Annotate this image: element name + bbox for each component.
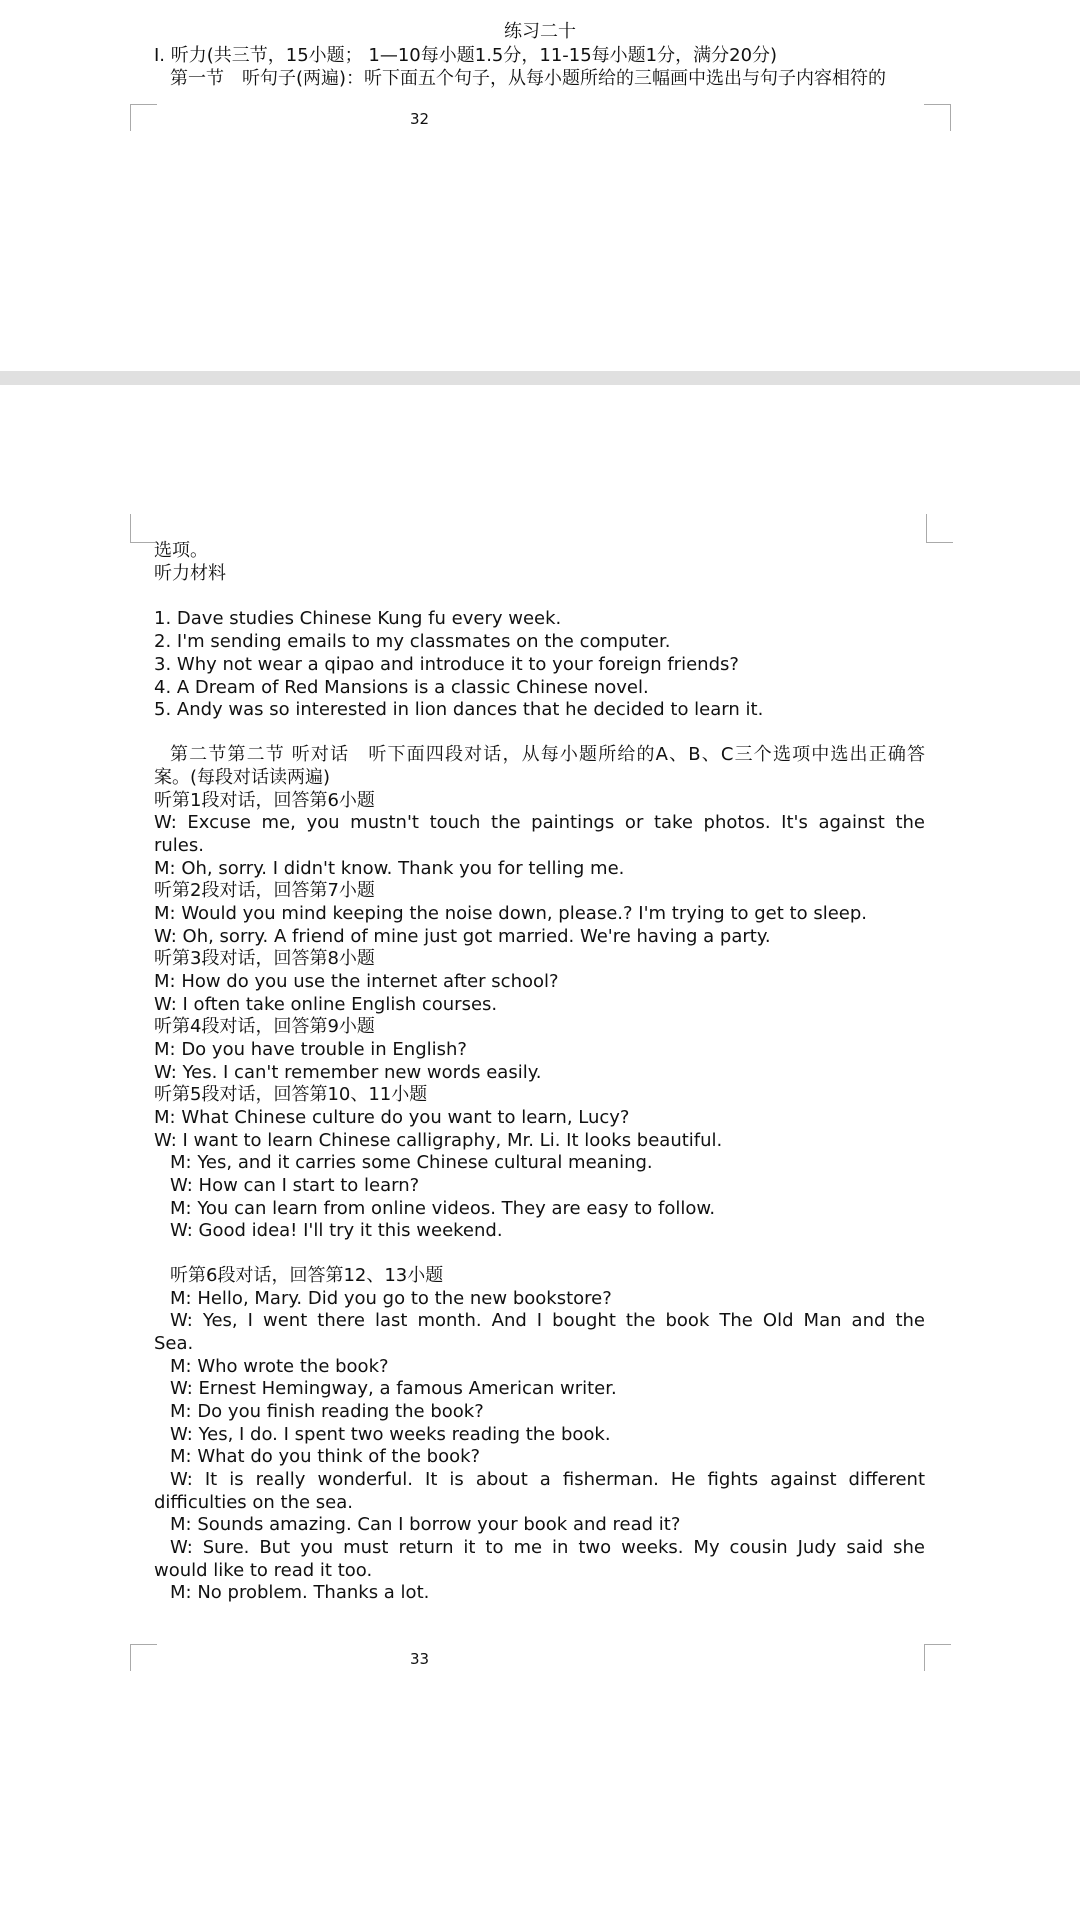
dialogue-5-heading: 听第5段对话，回答第10、11小题 — [154, 1084, 428, 1105]
dialogue-5-line-2: W: I want to learn Chinese calligraphy, Mr. Li. It looks beautiful. — [154, 1130, 723, 1151]
dialogue-6-line-10-cont: would like to read it too. — [154, 1560, 373, 1581]
dialogue-6-line-8-cont: difficulties on the sea. — [154, 1492, 353, 1513]
dialogue-1-line-1: W: Excuse me, you mustn't touch the paintings or take photos. It's against the — [154, 812, 925, 833]
crop-mark-top-left — [130, 104, 157, 131]
dialogue-3-line-1: M: How do you use the internet after school? — [154, 971, 559, 992]
section1-instruction: 第一节 听句子(两遍)：听下面五个句子，从每小题所给的三幅画中选出与句子内容相符的 — [170, 68, 887, 89]
dialogue-6-line-9: M: Sounds amazing. Can I borrow your book and read it? — [170, 1514, 681, 1535]
dialogue-6-line-4: W: Ernest Hemingway, a famous American writer. — [170, 1378, 617, 1399]
dialogue-1-heading: 听第1段对话，回答第6小题 — [154, 790, 375, 811]
dialogue-2-line-1: M: Would you mind keeping the noise down, please.? I'm trying to get to sleep. — [154, 903, 867, 924]
dialogue-6-line-2-cont: Sea. — [154, 1333, 194, 1354]
dialogue-5-line-5: M: You can learn from online videos. They are easy to follow. — [170, 1198, 716, 1219]
crop-mark-bottom-left — [130, 1644, 157, 1671]
dialogue-6-line-3: M: Who wrote the book? — [170, 1356, 389, 1377]
dialogue-1-line-1-cont: rules. — [154, 835, 204, 856]
section2-instruction: 第二节第二节 听对话 听下面四段对话，从每小题所给的A、B、C三个选项中选出正确答 — [170, 744, 925, 765]
dialogue-6-line-11: M: No problem. Thanks a lot. — [170, 1582, 430, 1603]
page-number-bottom: 33 — [410, 1650, 430, 1668]
sentence-1: 1. Dave studies Chinese Kung fu every week. — [154, 608, 562, 629]
sentence-4: 4. A Dream of Red Mansions is a classic Chinese novel. — [154, 677, 649, 698]
sentence-3: 3. Why not wear a qipao and introduce it to your foreign friends? — [154, 654, 739, 675]
material-heading: 听力材料 — [154, 563, 226, 584]
dialogue-6-line-8: W: It is really wonderful. It is about a fisherman. He fights against different — [170, 1469, 925, 1490]
dialogue-6-line-5: M: Do you finish reading the book? — [170, 1401, 484, 1422]
dialogue-5-line-6: W: Good idea! I'll try it this weekend. — [170, 1220, 503, 1241]
dialogue-1-line-2: M: Oh, sorry. I didn't know. Thank you for telling me. — [154, 858, 625, 879]
page-title: 练习二十 — [504, 21, 576, 42]
crop-mark-page2-top-right — [926, 514, 953, 543]
dialogue-5-line-3: M: Yes, and it carries some Chinese cultural meaning. — [170, 1152, 653, 1173]
dialogue-4-line-2: W: Yes. I can't remember new words easily. — [154, 1062, 542, 1083]
sentence-5: 5. Andy was so interested in lion dances that he decided to learn it. — [154, 699, 764, 720]
crop-mark-top-right — [924, 104, 951, 131]
dialogue-3-line-2: W: I often take online English courses. — [154, 994, 498, 1015]
crop-mark-page2-top-left — [130, 514, 157, 543]
dialogue-3-heading: 听第3段对话，回答第8小题 — [154, 948, 375, 969]
dialogue-4-line-1: M: Do you have trouble in English? — [154, 1039, 467, 1060]
dialogue-6-line-7: M: What do you think of the book? — [170, 1446, 481, 1467]
page-number-top: 32 — [410, 110, 430, 128]
dialogue-5-line-1: M: What Chinese culture do you want to learn, Lucy? — [154, 1107, 630, 1128]
dialogue-6-heading: 听第6段对话，回答第12、13小题 — [170, 1265, 444, 1286]
section1-heading: I. 听力(共三节，15小题； 1—10每小题1.5分，11-15每小题1分，满分20分) — [154, 45, 778, 66]
dialogue-2-line-2: W: Oh, sorry. A friend of mine just got married. We're having a party. — [154, 926, 771, 947]
dialogue-6-line-6: W: Yes, I do. I spent two weeks reading the book. — [170, 1424, 611, 1445]
dialogue-6-line-1: M: Hello, Mary. Did you go to the new bookstore? — [170, 1288, 612, 1309]
dialogue-6-line-10: W: Sure. But you must return it to me in two weeks. My cousin Judy said she — [170, 1537, 925, 1558]
options-end-text: 选项。 — [154, 540, 208, 561]
dialogue-5-line-4: W: How can I start to learn? — [170, 1175, 420, 1196]
dialogue-2-heading: 听第2段对话，回答第7小题 — [154, 880, 375, 901]
crop-mark-bottom-right — [924, 1644, 951, 1671]
section2-instruction-cont: 案。(每段对话读两遍) — [154, 767, 331, 788]
sentence-2: 2. I'm sending emails to my classmates on the computer. — [154, 631, 671, 652]
dialogue-6-line-2: W: Yes, I went there last month. And I bought the book The Old Man and the — [170, 1310, 925, 1331]
page-separator — [0, 371, 1080, 385]
dialogue-4-heading: 听第4段对话，回答第9小题 — [154, 1016, 375, 1037]
